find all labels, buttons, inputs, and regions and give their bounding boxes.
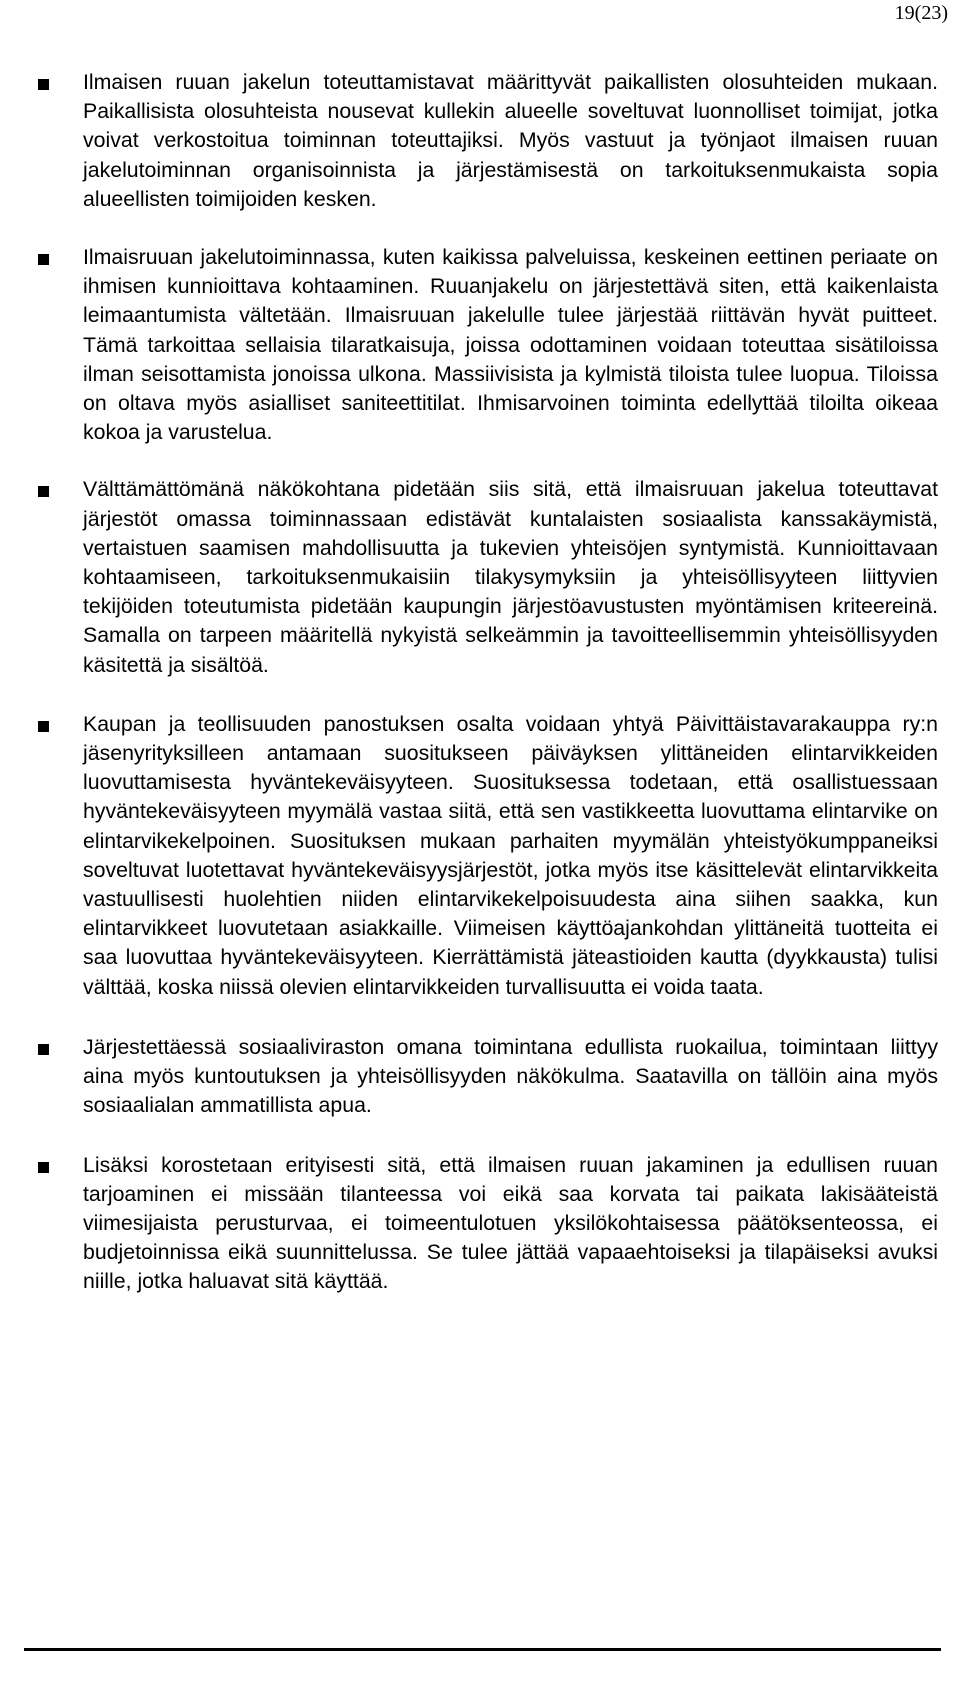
list-item xyxy=(0,243,960,447)
square-bullet-icon xyxy=(38,721,49,732)
list-item-text: Lisäksi korostetaan erityisesti sitä, että ilmaisen ruuan jakaminen ja edullisen ruuan tarjoaminen ei missään tilanteessa voi eikä saa korvata tai paikata lakisääteistä viimesijaista perusturvaa, ei toimeentulotuen yksilökohtaisessa päätöksenteossa, ei budjetoinnissa eikä suunnittelussa. Se tulee jättää vapaaehtoiseksi ja tilapäiseksi avuksi niille, jotka haluavat sitä käyttää. xyxy=(83,1152,938,1294)
list-item xyxy=(0,1151,960,1297)
list-item-text: Ilmaisen ruuan jakelun toteuttamistavat määrittyvät paikallisten olosuhteiden mukaan. Paikallisista olosuhteista nousevat kullekin alueelle soveltuvat luonnolliset toimijat, jotka voivat verkostoitua toiminnan toteuttajiksi. Myös vastuut ja työnjaot ilmaisen ruuan jakelutoiminnan organisoinnista ja järjestämisestä on tarkoituksenmukaista sopia alueellisten toimijoiden kesken. xyxy=(83,70,938,211)
square-bullet-icon xyxy=(38,254,49,265)
list-item xyxy=(0,68,960,214)
list-item xyxy=(0,1033,960,1121)
page-number: 19(23) xyxy=(894,2,948,24)
footer-divider xyxy=(24,1648,941,1651)
square-bullet-icon xyxy=(38,79,49,90)
list-item-text: Järjestettäessä sosiaaliviraston omana toimintana edullista ruokailua, toimintaan liittyy aina myös kuntoutuksen ja yhteisöllisyyden näkökulma. Saatavilla on tällöin aina myös sosiaalialan ammatillista apua. xyxy=(83,1034,938,1118)
bullet-list xyxy=(0,68,960,1297)
square-bullet-icon xyxy=(38,486,49,497)
list-item-text: Välttämättömänä näkökohtana pidetään siis sitä, että ilmaisruuan jakelua toteuttavat järjestöt omassa toiminnassaan edistävät kuntalaisten sosiaalista kanssakäymistä, vertaistuen saamisen mahdollisuutta ja tukevien yhteisöjen syntymistä. Kunnioittavaan kohtaamiseen, tarkoituksenmukaisiin tilakysymyksiin ja yhteisöllisyyteen liittyvien tekijöiden toteutumista pidetään kaupungin järjestöavustusten myöntämisen kriteereinä. Samalla on tarpeen määritellä nykyistä selkeämmin ja tavoitteellisemmin yhteisöllisyyden käsitettä ja sisältöä. xyxy=(83,477,938,677)
list-item xyxy=(0,710,960,1002)
square-bullet-icon xyxy=(38,1162,49,1173)
list-item xyxy=(0,475,960,679)
list-item-text: Kaupan ja teollisuuden panostuksen osalta voidaan yhtyä Päivittäistavarakauppa ry:n jäsenyrityksilleen antamaan suositukseen päiväyksen ylittäneiden elintarvikkeiden luovuttamisesta hyväntekeväisyyteen. Suosituksessa todetaan, että osallistuessaan hyväntekeväisyyteen myymälä vastaa siitä, että sen vastikkeetta luovuttama elintarvike on elintarvikekelpoinen. Suosituksen mukaan parhaiten myymälän yhteistyökumppaneiksi soveltuvat luotettavat hyväntekeväisyysjärjestöt, jotka myös itse käsittelevät elintarvikkeita vastuullisesti huolehtien niiden elintarvikekelpoisuudesta aina siihen saakka, kun elintarvikkeet luovutetaan asiakkaille. Viimeisen käyttöajankohdan ylittäneitä tuotteita ei saa luovuttaa hyväntekeväisyyteen. Kierrättämistä jäteastioiden kautta (dyykkausta) tulisi välttää, koska niissä olevien elintarvikkeiden turvallisuutta ei voida taata. xyxy=(83,711,938,999)
square-bullet-icon xyxy=(38,1044,49,1055)
list-item-text: Ilmaisruuan jakelutoiminnassa, kuten kaikissa palveluissa, keskeinen eettinen periaate on ihmisen kunnioittava kohtaaminen. Ruuanjakelu on järjestettävä siten, että kaikenlaista leimaantumista vältetään. Ilmaisruuan jakelulle tulee järjestää riittävän hyvät puitteet. Tämä tarkoittaa sellaisia tilaratkaisuja, joissa odottaminen voidaan toteuttaa sisätiloissa ilman seisottamista jonoissa ulkona. Massiivisista ja kylmistä tiloista tulee luopua. Tiloissa on oltava myös asialliset saniteettitilat. Ihmisarvoinen toiminta edellyttää tiloilta oikeaa kokoa ja varustelua. xyxy=(83,245,938,445)
